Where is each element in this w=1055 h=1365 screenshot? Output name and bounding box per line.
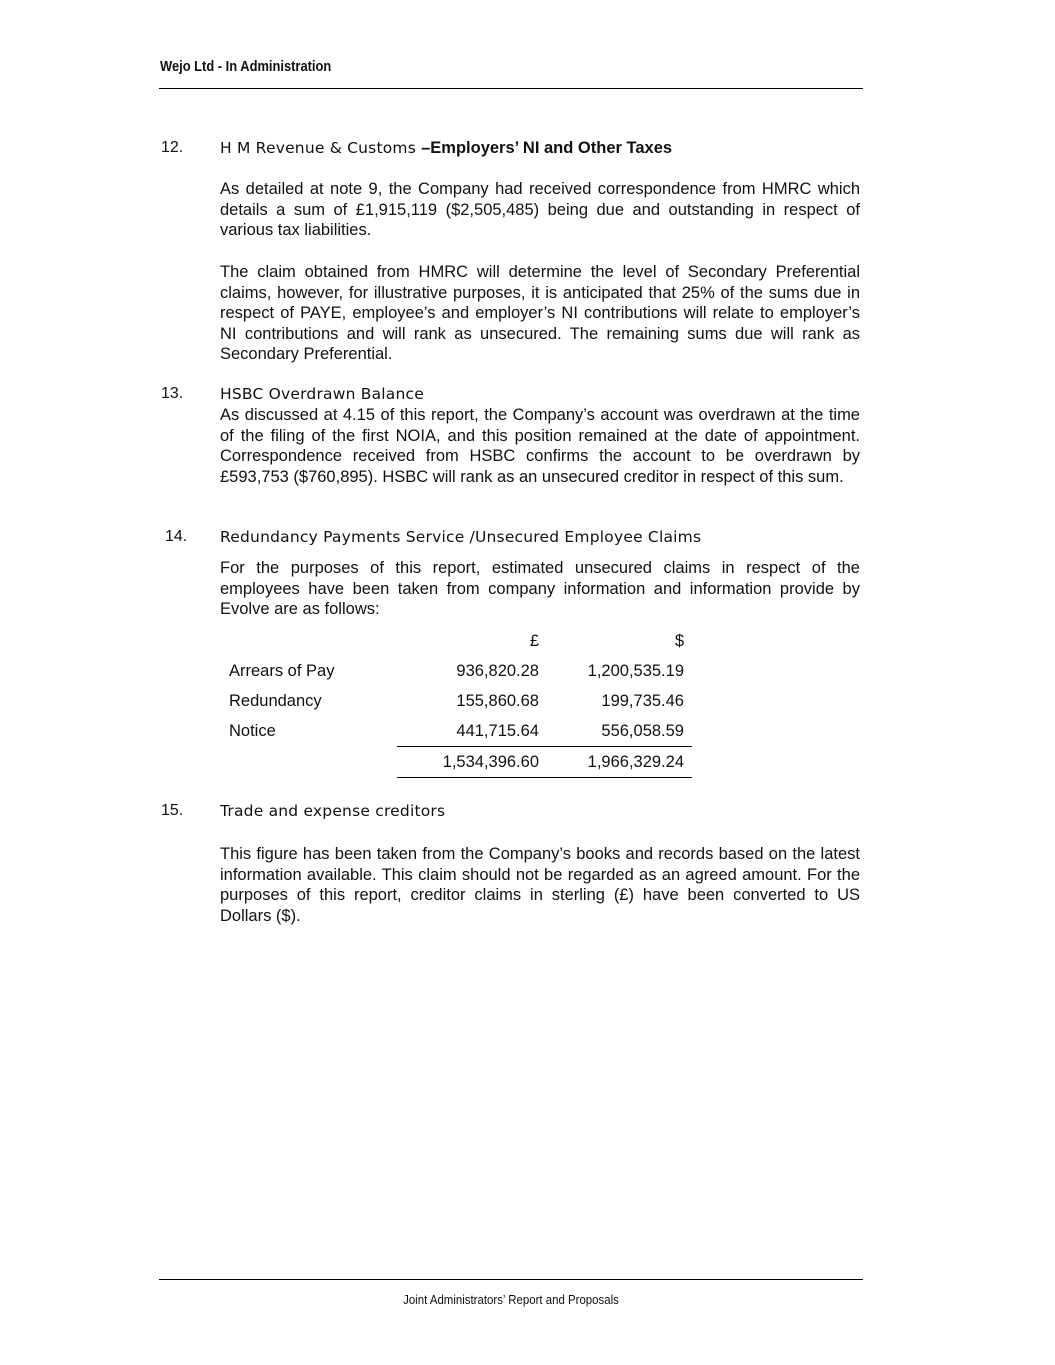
section-number: 15. [161,802,184,819]
footer-divider [159,1279,863,1280]
total-usd: 1,966,329.24 [539,747,692,778]
row-usd: 1,200,535.19 [587,661,684,680]
table-row [222,686,692,716]
paragraph: For the purposes of this report, estimated unsecured claims in respect of the employees have been taken from company information and information provide by Evolve are as follows: [220,559,860,618]
row-label: Redundancy [229,691,322,710]
total-gbp: 1,534,396.60 [397,747,539,778]
table-row [222,716,692,747]
row-label: Notice [229,721,276,740]
row-usd: 199,735.46 [601,691,684,710]
footer-text: Joint Administrators’ Report and Proposals [403,1292,619,1307]
table-total-row [222,747,692,778]
header-divider [159,88,863,89]
row-label: Arrears of Pay [229,661,335,680]
row-gbp: 155,860.68 [456,691,539,710]
section-heading: Trade and expense creditors [220,802,446,820]
section-heading: HSBC Overdrawn Balance [220,385,424,403]
section-number: 12. [161,139,184,156]
section-heading [220,139,672,158]
section-heading: Redundancy Payments Service /Unsecured Employee Claims [220,528,702,546]
document-title: Wejo Ltd - In Administration [160,58,332,75]
paragraph: As discussed at 4.15 of this report, the Company’s account was overdrawn at the time of the filing of the first NOIA, and this position remained at the date of appointment. Correspondence received from HSBC confirms the account to be overdrawn by £593,753 ($760,895). HSBC will rank as an unsecured creditor in respect of this sum. [220,406,860,486]
row-usd: 556,058.59 [601,721,684,740]
employee-claims-table [222,626,692,778]
header-cell-gbp: £ [529,631,539,650]
header-cell-label [222,626,397,656]
section-number: 14. [165,528,188,545]
row-gbp: 441,715.64 [456,721,539,740]
section-heading-plain: H M Revenue & Customs [220,139,422,157]
table-row [222,656,692,686]
total-label [222,747,397,778]
section-heading-bold: –Employers’ NI and Other Taxes [421,139,673,157]
paragraph: This figure has been taken from the Company’s books and records based on the latest information available. This claim should not be regarded as an agreed amount. For the purposes of this report, creditor claims in sterling (£) have been converted to US Dollars ($). [220,845,860,925]
section-number: 13. [161,385,184,402]
paragraph: The claim obtained from HMRC will determine the level of Secondary Preferential claims, however, for illustrative purposes, it is anticipated that 25% of the sums due in respect of PAYE, employee’s and employer’s NI contributions will relate to employer’s NI contributions and will rank as unsecured. The remaining sums due will rank as Secondary Preferential. [220,263,860,363]
paragraph: As detailed at note 9, the Company had received correspondence from HMRC which details a sum of £1,915,119 ($2,505,485) being due and outstanding in respect of various tax liabilities. [220,180,860,239]
header-cell-usd: $ [674,631,684,650]
row-gbp: 936,820.28 [456,661,539,680]
table-header-row [222,626,692,656]
